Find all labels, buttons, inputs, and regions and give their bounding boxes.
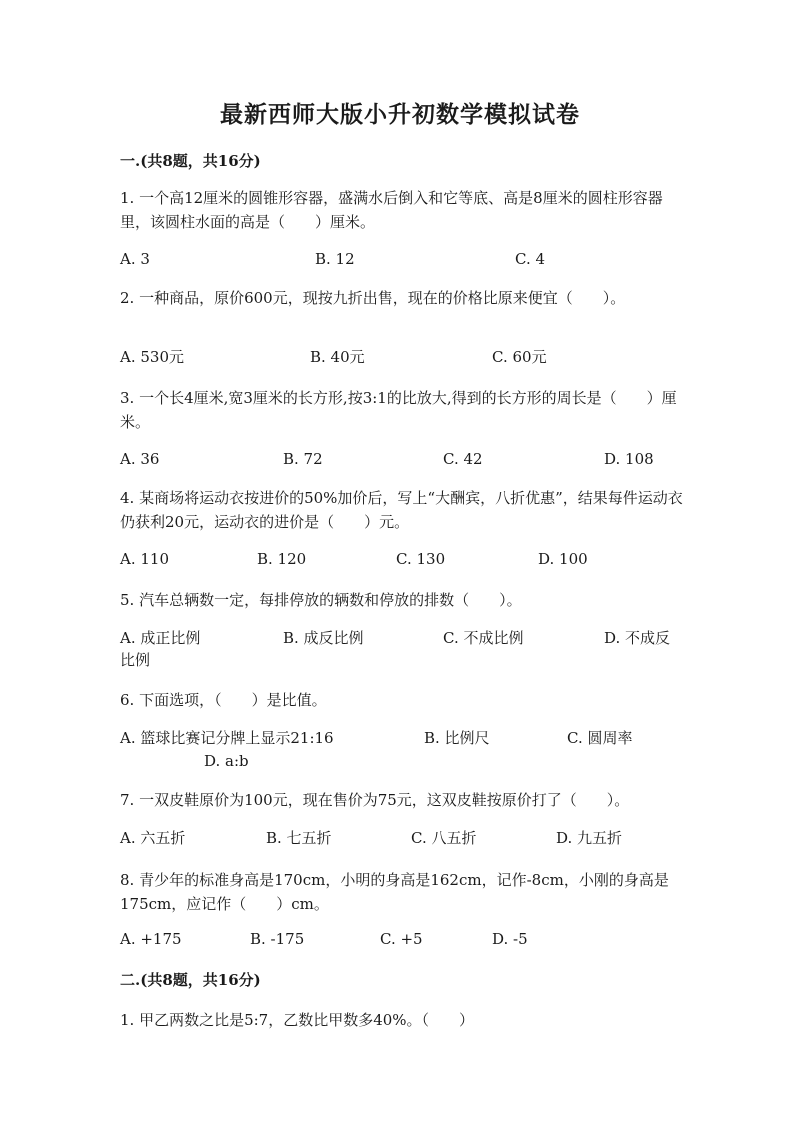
q7-option-a: A. 六五折 [120,829,186,847]
q5-option-a: A. 成正比例 [120,629,201,647]
q7-option-c: C. 八五折 [411,829,477,847]
q6-option-b: B. 比例尺 [424,729,490,747]
q8-option-b: B. -175 [250,930,305,948]
q8-option-d: D. -5 [492,930,528,948]
q3-option-d: D. 108 [604,450,654,468]
q7-option-d: D. 九五折 [556,829,623,847]
q2-option-a: A. 530元 [120,348,184,366]
q7-option-b: B. 七五折 [266,829,332,847]
q4-option-b: B. 120 [257,550,307,568]
q4-option-a: A. 110 [120,550,169,568]
q1-option-a: A. 3 [120,250,150,268]
q8-option-a: A. +175 [120,930,182,948]
q1-option-c: C. 4 [515,250,546,268]
q8-option-c: C. +5 [380,930,423,948]
q4-option-d: D. 100 [538,550,588,568]
q1-option-b: B. 12 [315,250,355,268]
question-7-stem: 7. 一双皮鞋原价为100元，现在售价为75元，这双皮鞋按原价打了（ ）。 [120,791,630,809]
q3-option-b: B. 72 [283,450,323,468]
q5-option-d: D. 不成反 [604,629,671,647]
q5-option-d-continued: 比例 [120,651,151,669]
page-title: 最新西师大版小升初数学模拟试卷 [220,101,580,128]
q3-option-c: C. 42 [443,450,483,468]
q2-option-c: C. 60元 [492,348,547,366]
question-8-stem: 8. 青少年的标准身高是170cm，小明的身高是162cm，记作-8cm，小刚的身高是175cm，应记作（ ）cm。 [120,871,669,913]
section-heading-2: 二.(共8题，共16分) [120,971,261,989]
question-6-stem: 6. 下面选项，（ ）是比值。 [120,691,327,709]
question-2-1-stem: 1. 甲乙两数之比是5:7，乙数比甲数多40%。（ ） [120,1011,475,1029]
question-5-stem: 5. 汽车总辆数一定，每排停放的辆数和停放的排数（ ）。 [120,591,522,609]
question-3-stem: 3. 一个长4厘米,宽3厘米的长方形,按3:1的比放大,得到的长方形的周长是（ ）厘米。 [120,389,677,431]
q3-option-a: A. 36 [120,450,160,468]
question-4-stem: 4. 某商场将运动衣按进价的50%加价后，写上“大酬宾，八折优惠”，结果每件运动衣仍获利20元，运动衣的进价是（ ）元。 [120,489,683,531]
q5-option-c: C. 不成比例 [443,629,524,647]
q6-option-c: C. 圆周率 [567,729,633,747]
q5-option-b: B. 成反比例 [283,629,364,647]
q6-option-d: D. a:b [204,752,249,770]
q2-option-b: B. 40元 [310,348,365,366]
q6-option-a: A. 篮球比赛记分牌上显示21:16 [120,729,334,747]
section-heading-1: 一.(共8题，共16分) [120,152,261,170]
question-2-stem: 2. 一种商品，原价600元，现按九折出售，现在的价格比原来便宜（ ）。 [120,289,626,307]
q4-option-c: C. 130 [396,550,446,568]
question-1-stem: 1. 一个高12厘米的圆锥形容器，盛满水后倒入和它等底、高是8厘米的圆柱形容器里，该圆柱水面的高是（ ）厘米。 [120,189,663,231]
